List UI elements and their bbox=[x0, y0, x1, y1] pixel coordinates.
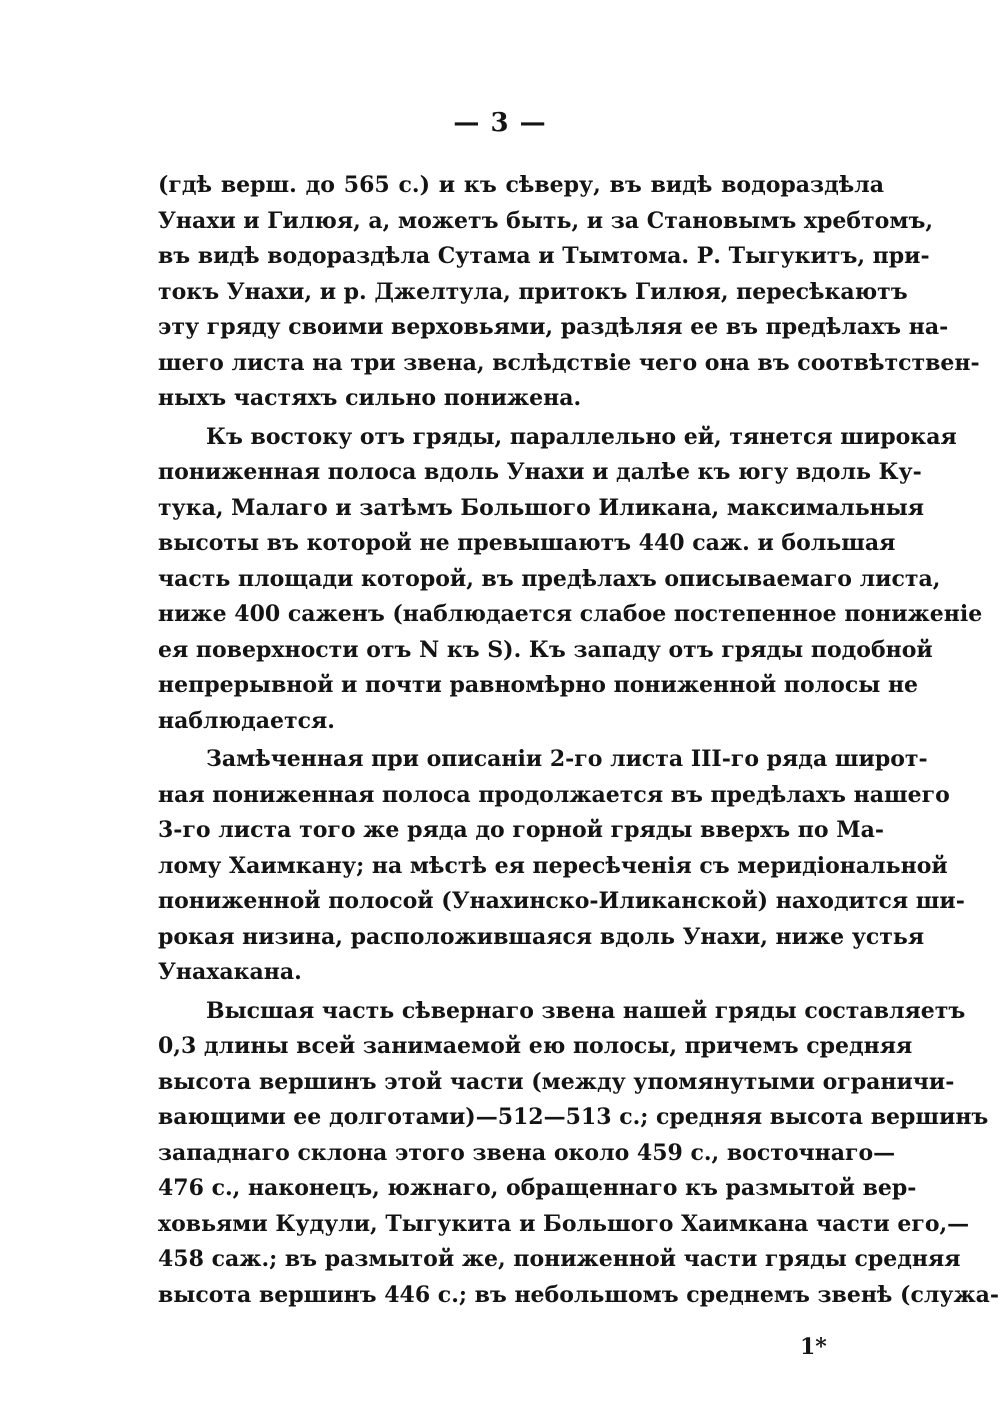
text-line: 476 с., наконецъ, южнаго, обращеннаго къ размытой вер- bbox=[158, 1175, 917, 1201]
paragraph-2 bbox=[158, 420, 983, 740]
body-text bbox=[158, 168, 1000, 1313]
text-line: ныхъ частяхъ сильно понижена. bbox=[158, 385, 582, 411]
text-line: Унахакана. bbox=[158, 959, 302, 985]
text-line: тука, Малаго и затѣмъ Большого Иликана, максимальныя bbox=[158, 494, 925, 521]
text-line: высота вершинъ этой части (между упомянутыми ограничи- bbox=[158, 1068, 955, 1095]
text-line: Къ востоку отъ гряды, параллельно ей, тянется широкая bbox=[206, 423, 957, 450]
text-line: рокая низина, расположившаяся вдоль Унахи, ниже устья bbox=[158, 923, 925, 950]
text-line: ниже 400 саженъ (наблюдается слабое постепенное пониженіе bbox=[158, 601, 983, 627]
text-line: пониженной полосой (Унахинско-Иликанской) находится ши- bbox=[158, 888, 965, 914]
text-line: вающими ее долготами)—512—513 с.; средняя высота вершинъ bbox=[158, 1104, 989, 1130]
text-line: (гдѣ верш. до 565 с.) и къ сѣверу, въ видѣ водораздѣла bbox=[158, 172, 884, 198]
page-number: — 3 — bbox=[453, 108, 547, 138]
text-line: высоты въ которой не превышаютъ 440 саж. и большая bbox=[158, 530, 896, 556]
text-line: часть площади которой, въ предѣлахъ описываемаго листа, bbox=[158, 565, 941, 592]
text-line: ная пониженная полоса продолжается въ предѣлахъ нашего bbox=[158, 781, 950, 808]
text-line: непрерывной и почти равномѣрно пониженной полосы не bbox=[158, 672, 919, 698]
text-line: западнаго склона этого звена около 459 с., восточнаго— bbox=[158, 1139, 896, 1166]
text-line: эту гряду своими верховьями, раздѣляя ее въ предѣлахъ на- bbox=[158, 314, 949, 340]
text-line: ея поверхности отъ N къ S). Къ западу отъ гряды подобной bbox=[158, 636, 933, 663]
text-line: пониженная полоса вдоль Унахи и далѣе къ югу вдоль Ку- bbox=[158, 459, 922, 485]
text-line: 458 саж.; въ размытой же, пониженной части гряды средняя bbox=[158, 1246, 961, 1272]
text-line: токъ Унахи, и р. Джелтула, притокъ Гилюя, пересѣкаютъ bbox=[158, 278, 908, 305]
text-line: лому Хаимкану; на мѣстѣ ея пересѣченія съ меридіональной bbox=[158, 852, 948, 879]
text-line: Замѣченная при описаніи 2-го листа III-го ряда широт- bbox=[206, 746, 928, 772]
signature-mark: 1* bbox=[800, 1334, 827, 1360]
paragraph-3 bbox=[158, 742, 965, 991]
text-line: Унахи и Гилюя, а, можетъ быть, и за Становымъ хребтомъ, bbox=[158, 207, 933, 234]
text-line: въ видѣ водораздѣла Сутама и Тымтома. Р. Тыгукитъ, при- bbox=[158, 243, 930, 269]
text-line: 3-го листа того же ряда до горной гряды вверхъ по Ма- bbox=[158, 817, 884, 843]
text-line: наблюдается. bbox=[158, 707, 335, 734]
paragraph-1 bbox=[158, 168, 980, 417]
paragraph-4 bbox=[158, 994, 1000, 1314]
text-line: 0,3 длины всей занимаемой ею полосы, причемъ средняя bbox=[158, 1033, 913, 1059]
text-line: высота вершинъ 446 с.; въ небольшомъ среднемъ звенѣ (служа- bbox=[158, 1281, 1000, 1308]
text-line: Высшая часть сѣвернаго звена нашей гряды составляетъ bbox=[206, 997, 966, 1024]
text-line: шего листа на три звена, вслѣдствіе чего она въ соотвѣтствен- bbox=[158, 349, 980, 376]
text-line: ховьями Кудули, Тыгукита и Большого Хаимкана части его,— bbox=[158, 1210, 970, 1237]
